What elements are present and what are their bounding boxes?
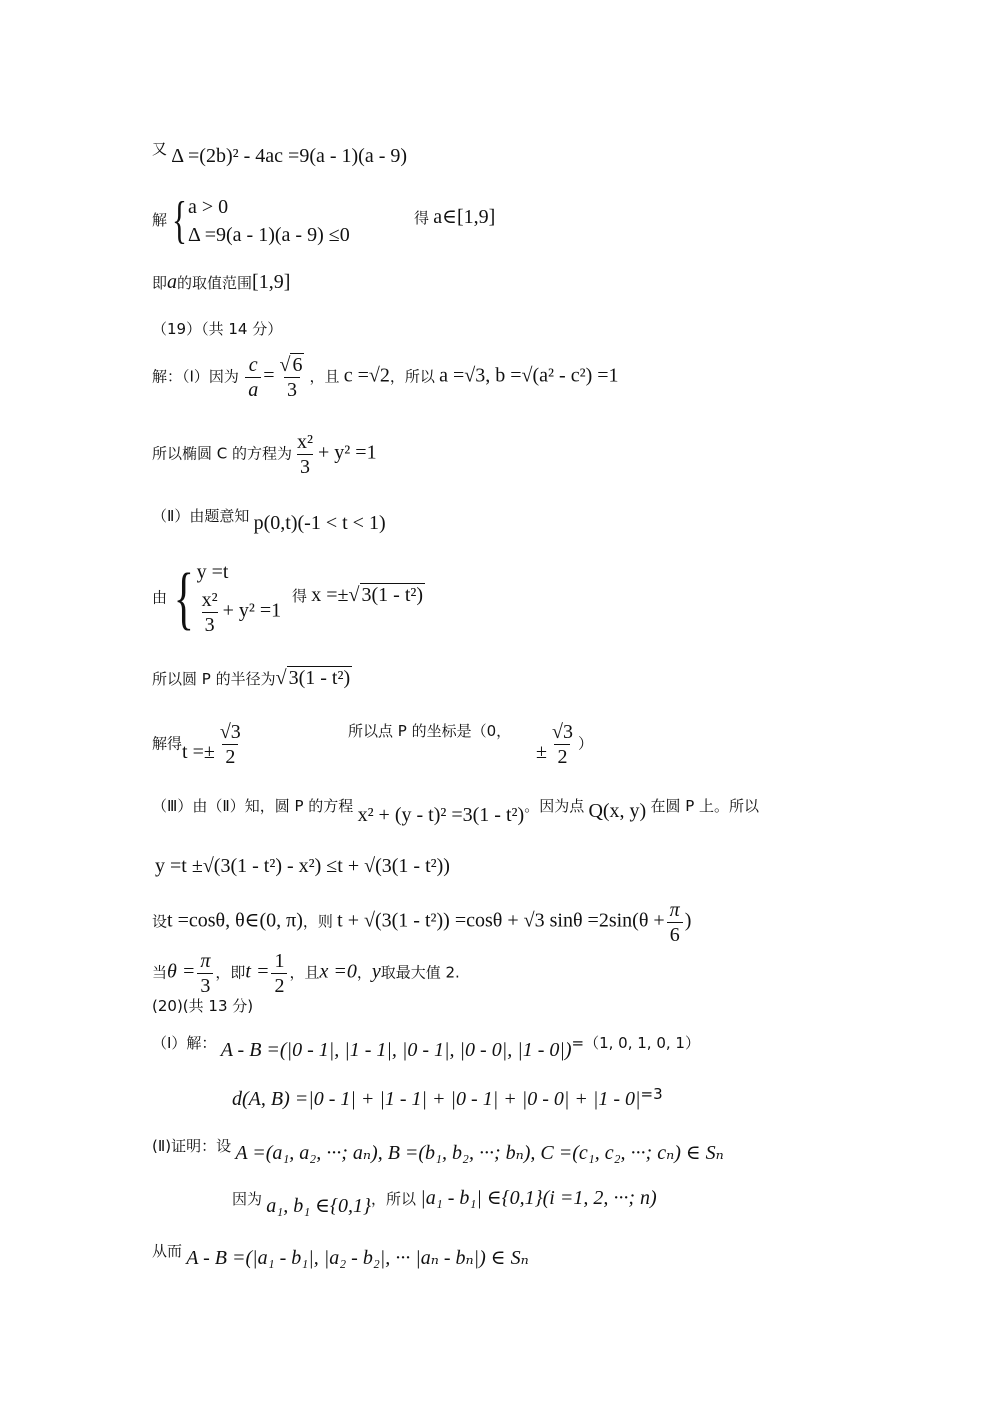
text-max-value: 取最大值 2.: [380, 963, 460, 982]
fraction-sqrt3-over-2: [549, 722, 576, 767]
t-plus-minus: t =±: [182, 741, 215, 764]
inequality-system: [188, 197, 350, 245]
frac-num: 1: [274, 950, 285, 972]
frac-den: 3: [202, 612, 218, 635]
text-range-label: 的取值范围: [177, 274, 253, 292]
a-minus-b-result: =（1, 0, 1, 0, 1）: [571, 1034, 700, 1052]
label-part3: （Ⅲ）由（Ⅱ）知，圆 P 的方程: [152, 797, 354, 815]
label-part2: （Ⅱ）由题意知: [152, 507, 250, 525]
label-part1-solution: （Ⅰ）解：: [152, 1034, 217, 1052]
frac-den: 2: [222, 744, 238, 767]
fraction-c-over-a: [245, 355, 261, 400]
line-substitution: [152, 900, 691, 945]
label-get: 得: [414, 209, 430, 227]
line-system-2: [152, 559, 282, 637]
point-p-formula: p(0,t)(-1 < t < 1): [253, 512, 386, 534]
comma: ，: [356, 963, 372, 982]
text-then: ，则: [302, 912, 333, 931]
equation-system: [197, 562, 282, 635]
frac-den: a: [245, 377, 261, 400]
close-paren: ）: [577, 734, 593, 753]
theta-eq: θ =: [167, 960, 196, 983]
text-and: ，且: [309, 367, 340, 386]
x-plus-minus: x =±: [311, 584, 349, 606]
x-eq-0: x =0: [319, 960, 357, 983]
line-radius: 所以圆 P 的半径为√ 3(1 - t²): [152, 667, 351, 689]
left-brace: {: [172, 192, 187, 249]
line-19-part2: [152, 505, 386, 534]
a-minus-b: A - B =(|0 - 1|, |1 - 1|, |0 - 1|, |0 - 0|, |1 - 0|): [220, 1039, 572, 1061]
line-delta: [152, 138, 408, 167]
line-19-part3: [152, 795, 760, 826]
line-range: [152, 272, 290, 292]
frac-den: 2: [271, 973, 287, 996]
line-y-bound: [155, 856, 450, 876]
left-brace: {: [173, 559, 194, 637]
radicand: 3(1 - t²): [288, 667, 351, 689]
text-ellipse: 所以椭圆 C 的方程为: [152, 444, 293, 463]
frac-den: 3: [197, 973, 213, 996]
fraction-pi-over-3: [197, 951, 213, 996]
label-part1: 解：（Ⅰ）因为: [152, 367, 239, 386]
distance-formula: d(A, B) =|0 - 1| + |1 - 1| + |0 - 1| + |0 - 0| + |1 - 0|: [232, 1088, 641, 1110]
section-19-heading: （19）（共 14 分）: [152, 320, 283, 338]
line-distance: [232, 1085, 663, 1110]
var-y: y: [371, 960, 381, 983]
system-row-1: y =t: [196, 561, 229, 583]
text-on-circle: 在圆 P 上。所以: [650, 797, 760, 815]
line-thus: [152, 1240, 529, 1269]
plus-minus: ±: [536, 741, 547, 764]
fraction-1-over-2: [271, 951, 287, 996]
text-because: 因为: [232, 1190, 263, 1208]
formula-discriminant: Δ =(2b)² - 4ac =9(a - 1)(a - 9): [171, 145, 408, 167]
line-max-value: [152, 951, 460, 996]
trig-identity: t + √(3(1 - t²)) =cosθ + √3 sinθ =2sin(θ +: [337, 909, 665, 932]
fraction-x2-over-3: [294, 432, 316, 477]
line-19-part1: [152, 355, 619, 400]
frac-num: π: [669, 899, 680, 921]
var-a: a: [167, 271, 178, 293]
c-value: c =√2: [343, 364, 390, 387]
line-solve-system: [152, 192, 350, 249]
line-solve-result: [414, 207, 495, 227]
frac-num: x²: [297, 431, 314, 453]
point-p-y-value: [536, 722, 593, 767]
line-ellipse-equation: [152, 432, 377, 477]
text-and: ，且: [289, 963, 320, 982]
radicand: 6: [292, 354, 303, 376]
text-ji: 即: [152, 274, 168, 292]
line-20-part2: [152, 1135, 724, 1164]
label-part2-proof: (Ⅱ)证明：设: [152, 1137, 232, 1155]
section-20-heading: (20)(共 13 分): [152, 997, 254, 1015]
system-row-2: Δ =9(a - 1)(a - 9) ≤0: [187, 224, 350, 246]
system-row-2: [197, 590, 282, 635]
text-so: ，所以: [370, 1190, 416, 1208]
text-so: ，所以: [389, 367, 435, 386]
label-solve: 解: [152, 210, 168, 229]
range-value: [1,9]: [252, 271, 291, 293]
label-get: 得: [292, 587, 308, 605]
equation-rest: + y² =1: [222, 599, 282, 622]
system-row-1: a > 0: [187, 196, 229, 218]
fraction-sqrt3-over-2: [217, 722, 244, 767]
label-again: 又: [152, 140, 168, 158]
frac-den: 2: [554, 744, 570, 767]
line-point-p-coord: [348, 722, 511, 739]
close-paren: ): [684, 909, 692, 932]
frac-den: 3: [284, 377, 300, 400]
circle-equation: x² + (y - t)² =3(1 - t²): [357, 804, 525, 826]
result-a-range: a∈[1,9]: [433, 206, 496, 228]
frac-num: √ 6: [279, 354, 303, 376]
y-inequality: y =t ±√(3(1 - t²) - x²) ≤t + √(3(1 - t²)): [155, 855, 450, 877]
text-let: 设: [152, 912, 168, 931]
a1-b1-membership: a₁, b₁ ∈{0,1}: [266, 1195, 371, 1217]
text-radius: 所以圆 P 的半径为: [152, 670, 276, 688]
abs-membership: |a₁ - b₁| ∈{0,1}(i =1, 2, ···; n): [420, 1187, 657, 1209]
text-thus: 从而: [152, 1242, 183, 1260]
t-eq: t =: [245, 960, 270, 983]
line-20-part1: [152, 1032, 700, 1061]
label-you: 由: [152, 588, 168, 607]
t-cos-theta: t =cosθ, θ∈(0, π): [167, 909, 303, 932]
frac-den: 3: [297, 454, 313, 477]
distance-result: =3: [640, 1085, 663, 1103]
a-minus-b-in-sn: A - B =(|a₁ - b₁|, |a₂ - b₂|, ··· |aₙ - bₙ|) ∈ Sₙ: [186, 1247, 529, 1269]
frac-den: 6: [667, 922, 683, 945]
text-solve: 解得: [152, 734, 183, 753]
line-because: [232, 1187, 657, 1217]
frac-num: π: [200, 950, 211, 972]
line-system-2-result: 得 x =±√ 3(1 - t²): [292, 584, 424, 606]
frac-num: √3: [219, 721, 241, 743]
frac-num: c: [248, 354, 258, 376]
radicand: 3(1 - t²): [361, 584, 424, 606]
equation-rest: + y² =1: [318, 441, 377, 464]
frac-num: √3: [551, 721, 573, 743]
frac-num: x²: [201, 589, 218, 611]
fraction-pi-over-6: [667, 900, 683, 945]
a-b-values: a =√3, b =√(a² - c²) =1: [439, 364, 619, 387]
text-because-point: 。因为点: [524, 797, 585, 815]
text-coordinate: 所以点 P 的坐标是（0，: [348, 722, 512, 740]
text-ie: ，即: [215, 963, 246, 982]
point-q: Q(x, y): [588, 800, 647, 822]
equals: =: [263, 364, 275, 387]
text-when: 当: [152, 963, 168, 982]
line-solve-t: [152, 722, 246, 767]
fraction-x2-over-3: [199, 590, 221, 635]
abc-definition: A =(a₁, a₂, ···; aₙ), B =(b₁, b₂, ···; bₙ), C =(c₁, c₂, ···; cₙ) ∈ Sₙ: [235, 1142, 724, 1164]
fraction-sqrt6-over-3: [276, 355, 307, 400]
